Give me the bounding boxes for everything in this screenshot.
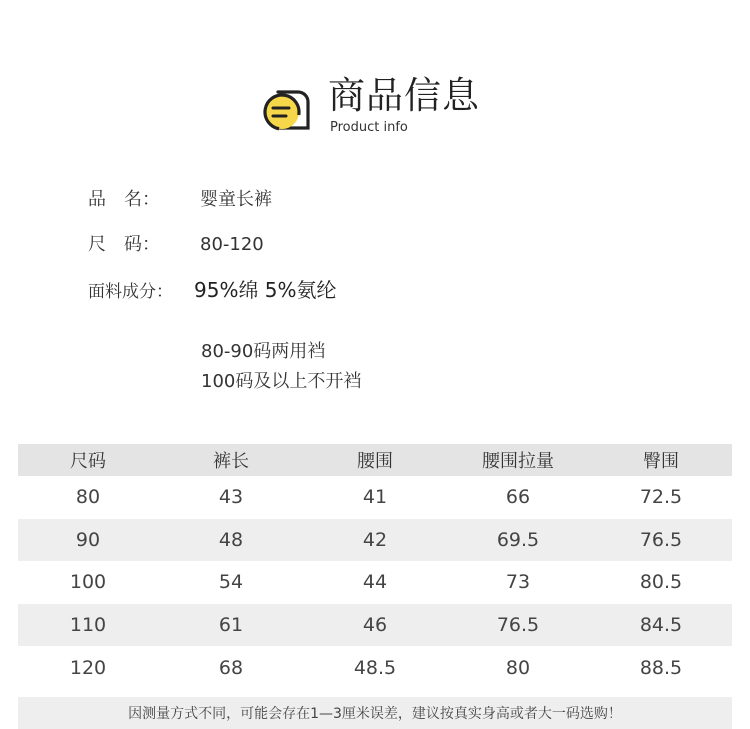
product-info-header — [262, 74, 502, 140]
table-row — [18, 561, 732, 604]
table-header-cell: 腰围拉量 — [482, 451, 554, 472]
table-cell: 44 — [362, 571, 388, 594]
table-cell: 84.5 — [639, 614, 683, 637]
table-cell: 88.5 — [639, 656, 683, 679]
table-row — [18, 604, 732, 647]
measurement-disclaimer: 因测量方式不同，可能会存在1—3厘米误差，建议按真实身高或者大一码选购！ — [18, 697, 732, 729]
table-cell: 41 — [362, 486, 388, 509]
table-cell: 73 — [505, 571, 531, 594]
table-cell: 48.5 — [353, 656, 397, 679]
table-header-cell: 裤长 — [213, 451, 249, 472]
table-cell: 110 — [69, 614, 107, 637]
note-line: 100码及以上不开裆 — [201, 371, 362, 392]
table-cell: 76.5 — [639, 528, 683, 551]
table-row — [18, 519, 732, 562]
info-label-fabric: 面料成分： — [88, 282, 173, 302]
table-header-cell: 臀围 — [643, 451, 679, 472]
info-label-size: 尺 码： — [88, 234, 160, 255]
table-cell: 46 — [362, 614, 388, 637]
info-row-size — [88, 233, 264, 257]
info-value-size: 80-120 — [200, 234, 264, 255]
info-value-name: 婴童长裤 — [200, 189, 272, 210]
table-cell: 61 — [218, 614, 244, 637]
table-cell: 68 — [218, 656, 244, 679]
table-header-cell: 尺码 — [70, 451, 106, 472]
info-label-name: 品 名： — [88, 189, 160, 210]
table-cell: 42 — [362, 528, 388, 551]
page-subtitle: Product info — [330, 120, 408, 135]
table-header-row — [18, 444, 732, 476]
document-list-icon — [262, 88, 310, 132]
size-table — [18, 444, 732, 689]
table-cell: 66 — [505, 486, 531, 509]
table-cell: 69.5 — [496, 528, 540, 551]
info-value-fabric: 95%绵 5%氨纶 — [194, 278, 337, 302]
info-row-fabric — [88, 278, 337, 304]
table-cell: 100 — [69, 571, 107, 594]
table-row — [18, 646, 732, 689]
table-cell: 72.5 — [639, 486, 683, 509]
table-cell: 90 — [75, 528, 101, 551]
table-cell: 80 — [75, 486, 101, 509]
info-row-name — [88, 188, 272, 212]
table-cell: 76.5 — [496, 614, 540, 637]
note-line: 80-90码两用裆 — [201, 341, 326, 362]
table-cell: 80 — [505, 656, 531, 679]
crotch-notes — [201, 337, 361, 397]
table-row — [18, 476, 732, 519]
table-cell: 54 — [218, 571, 244, 594]
table-cell: 43 — [218, 486, 244, 509]
table-header-cell: 腰围 — [357, 451, 393, 472]
table-cell: 80.5 — [639, 571, 683, 594]
table-cell: 120 — [69, 656, 107, 679]
table-cell: 48 — [218, 528, 244, 551]
page-title: 商品信息 — [328, 74, 480, 117]
